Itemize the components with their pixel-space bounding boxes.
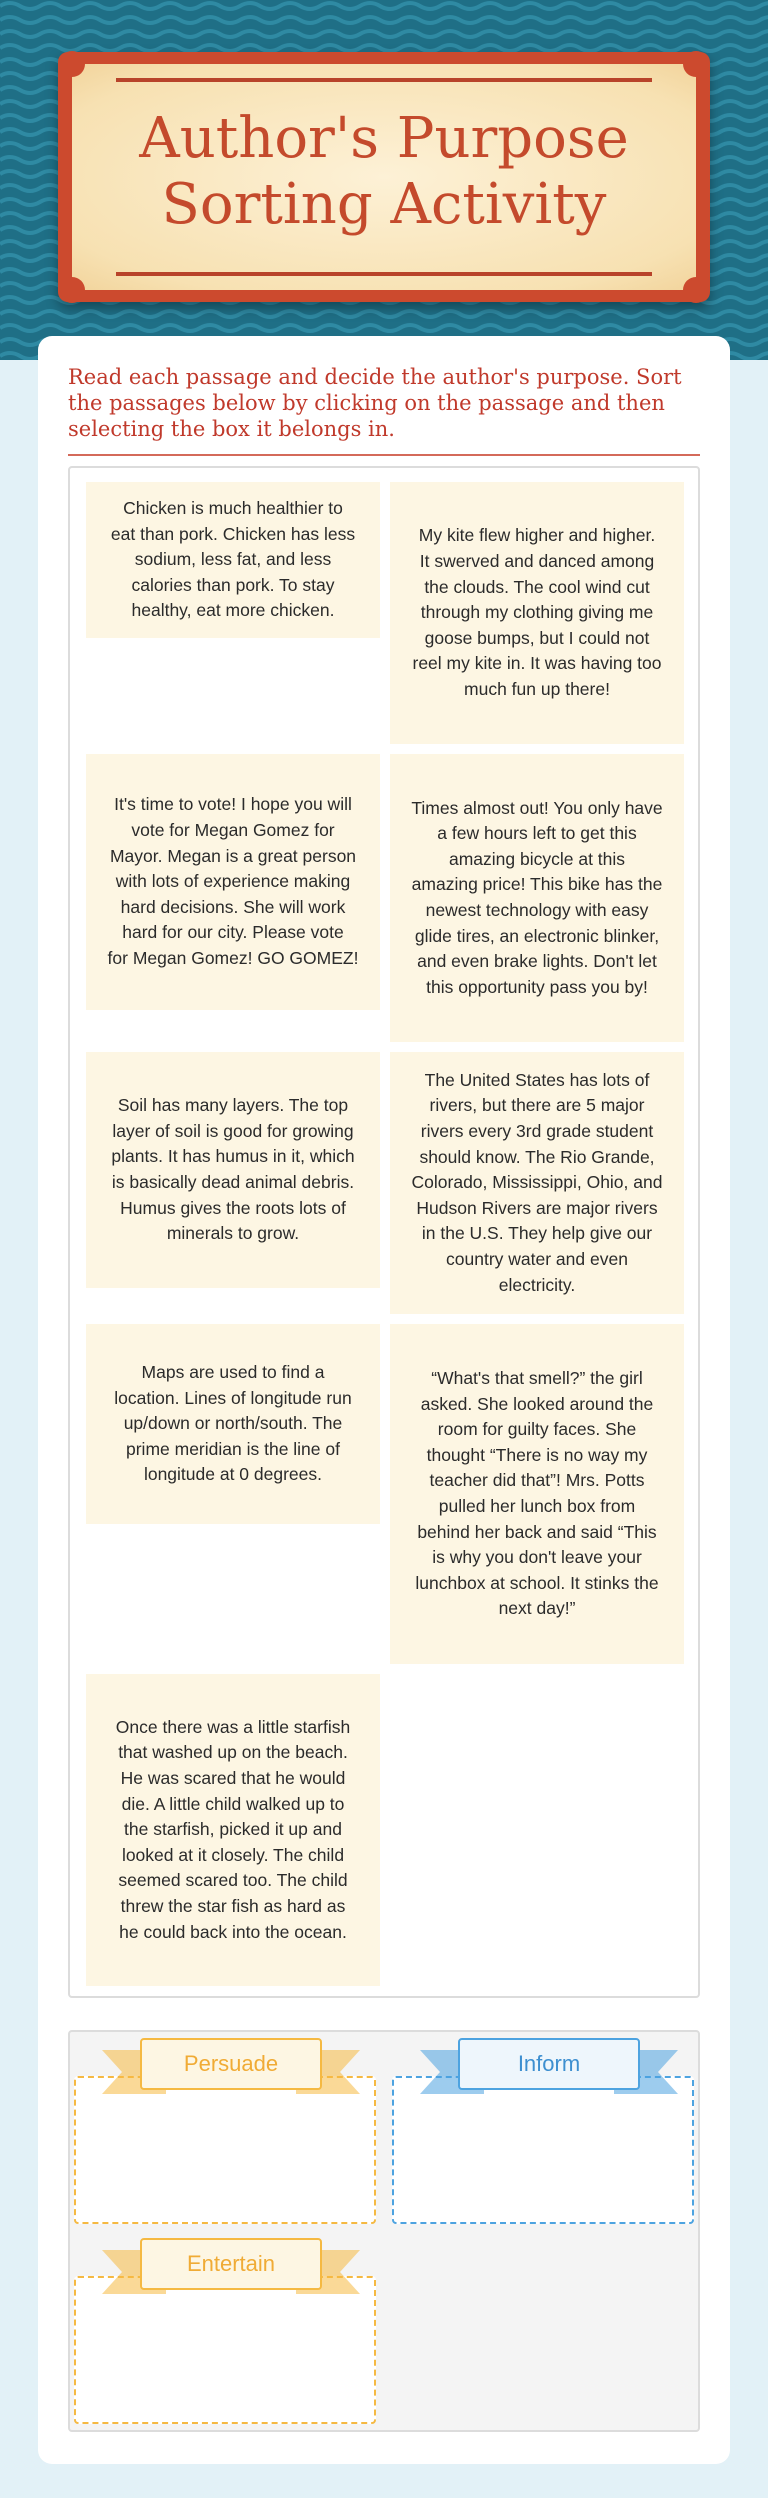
- passage-line: amazing bicycle at this: [448, 848, 626, 869]
- passage-line: rivers every 3rd grade student: [420, 1121, 654, 1142]
- passage-line: threw the star fish as hard as: [120, 1895, 346, 1916]
- passage-line: that washed up on the beach.: [118, 1742, 348, 1763]
- inform-label: Inform: [458, 2038, 640, 2090]
- entertain-ribbon: [102, 2238, 360, 2298]
- passage-line: with lots of experience making: [115, 871, 351, 892]
- passage-line: asked. She looked around the: [420, 1393, 654, 1414]
- passage-line: pulled her lunch box from: [438, 1496, 636, 1516]
- passage-card[interactable]: [390, 1324, 684, 1664]
- passage-line: minerals to grow.: [166, 1223, 300, 1244]
- frame-corner: [683, 51, 709, 77]
- passage-line: thought “There is no way my: [426, 1444, 648, 1465]
- passage-line: healthy, eat more chicken.: [131, 600, 335, 621]
- entertain-label: Entertain: [140, 2238, 322, 2290]
- passage-line: plants. It has humus in it, which: [111, 1146, 355, 1167]
- title-panel: [72, 64, 696, 290]
- passage-line: die. A little child walked up to: [121, 1793, 345, 1814]
- passage-card[interactable]: [86, 1052, 380, 1288]
- passage-line: behind her back and said “This: [417, 1521, 657, 1542]
- inform-ribbon: [420, 2038, 678, 2098]
- passage-line: room for guilty faces. She: [437, 1419, 637, 1440]
- frame-corner: [59, 277, 85, 303]
- inform-drop-box[interactable]: [392, 2076, 694, 2224]
- passage-line: location. Lines of longitude run: [114, 1387, 352, 1408]
- passage-text: [415, 1366, 658, 1622]
- passage-line: Chicken is much healthier to: [123, 498, 343, 519]
- passage-line: amazing price! This bike has the: [411, 874, 663, 895]
- passage-line: the clouds. The cool wind cut: [424, 576, 650, 597]
- passage-line: for Megan Gomez! GO GOMEZ!: [107, 947, 359, 968]
- passage-line: through my clothing giving me: [420, 602, 654, 623]
- frame-corner: [59, 51, 85, 77]
- passage-line: country water and even: [446, 1248, 628, 1269]
- passage-line: and even brake lights. Don't let: [417, 951, 657, 972]
- passage-card[interactable]: [86, 1674, 380, 1986]
- passage-line: Mayor. Megan is a great person: [109, 845, 357, 866]
- wave-line: [0, 31, 768, 37]
- passage-text: [111, 1093, 354, 1247]
- title-frame: [58, 52, 710, 302]
- passage-line: a few hours left to get this: [437, 823, 637, 844]
- title-rule-top: [116, 78, 652, 82]
- passage-line: seemed scared too. The child: [118, 1870, 348, 1891]
- passage-line: he could back into the ocean.: [119, 1921, 347, 1942]
- header-banner: [0, 0, 768, 360]
- passage-line: Soil has many layers. The top: [117, 1095, 349, 1116]
- passage-line: hard decisions. She will work: [120, 896, 346, 917]
- passage-line: sodium, less fat, and less: [134, 549, 332, 570]
- passage-card[interactable]: [86, 1324, 380, 1524]
- title-line-1: Author's Purpose: [139, 106, 629, 171]
- passage-line: prime meridian is the line of: [126, 1438, 340, 1459]
- passage-card[interactable]: [390, 1052, 684, 1314]
- passage-line: Humus gives the roots lots of: [120, 1197, 346, 1218]
- passage-line: Colorado, Mississippi, Ohio, and: [411, 1172, 663, 1193]
- passage-line: teacher did that”! Mrs. Potts: [429, 1470, 645, 1491]
- passage-line: next day!”: [498, 1598, 576, 1619]
- frame-corner: [683, 277, 709, 303]
- passage-line: “What's that smell?” the girl: [431, 1368, 643, 1389]
- passage-line: is why you don't leave your: [432, 1547, 642, 1568]
- passage-line: eat than pork. Chicken has less: [110, 523, 356, 544]
- passage-line: He was scared that he would: [120, 1768, 346, 1789]
- entertain-drop-box[interactable]: [74, 2276, 376, 2424]
- passage-line: up/down or north/south. The: [123, 1413, 343, 1434]
- wave-line: [0, 17, 768, 23]
- page-title: [72, 106, 696, 238]
- passage-text: [114, 1360, 351, 1488]
- passages-container: [68, 466, 700, 1998]
- passage-line: goose bumps, but I could not: [424, 627, 650, 648]
- passage-line: is basically dead animal debris.: [111, 1172, 355, 1192]
- passage-text: [412, 1068, 663, 1298]
- divider: [68, 454, 700, 456]
- passage-line: The United States has lots of: [424, 1069, 650, 1090]
- passage-text: [413, 523, 662, 702]
- passage-line: should know. The Rio Grande,: [419, 1146, 655, 1167]
- passage-line: glide tires, an electronic blinker,: [414, 925, 660, 946]
- passage-line: Once there was a little starfish: [115, 1716, 351, 1737]
- passage-card[interactable]: [86, 482, 380, 638]
- wave-line: [0, 325, 768, 331]
- passage-line: My kite flew higher and higher.: [418, 525, 656, 546]
- passage-line: newest technology with easy: [425, 900, 649, 920]
- passage-line: Maps are used to find a: [141, 1362, 325, 1383]
- passage-line: It's time to vote! I hope you will: [114, 794, 352, 815]
- passage-line: calories than pork. To stay: [131, 574, 335, 595]
- passage-line: longitude at 0 degrees.: [143, 1464, 323, 1485]
- passage-line: in the U.S. They help give our: [421, 1223, 653, 1244]
- passage-line: reel my kite in. It was having too: [412, 653, 662, 674]
- passage-card[interactable]: [390, 754, 684, 1042]
- passage-line: the starfish, picked it up and: [124, 1819, 342, 1840]
- wave-line: [0, 45, 768, 51]
- persuade-ribbon: [102, 2038, 360, 2098]
- passage-text: [108, 792, 359, 971]
- activity-card: [38, 336, 730, 2464]
- title-line-2: Sorting Activity: [161, 172, 607, 237]
- passage-line: It swerved and danced among: [419, 551, 655, 572]
- passage-line: this opportunity pass you by!: [426, 976, 648, 997]
- sorting-area: [68, 2030, 700, 2432]
- wave-line: [0, 3, 768, 9]
- persuade-drop-box[interactable]: [74, 2076, 376, 2224]
- instructions-text: Read each passage and decide the author's purpose. Sort the passages below by clicking on the passage and then selecting the box it belongs in.: [68, 365, 682, 441]
- passage-text: [116, 1715, 350, 1945]
- persuade-label: Persuade: [140, 2038, 322, 2090]
- passage-card[interactable]: [86, 754, 380, 1010]
- passage-text: [411, 796, 662, 1001]
- passage-line: rivers, but there are 5 major: [429, 1095, 645, 1116]
- passage-text: [111, 496, 355, 624]
- passage-card[interactable]: [390, 482, 684, 744]
- passage-line: layer of soil is good for growing: [112, 1120, 354, 1141]
- wave-line: [0, 311, 768, 317]
- passage-line: much fun up there!: [464, 678, 610, 699]
- passage-line: vote for Megan Gomez for: [131, 820, 335, 841]
- passage-line: hard for our city. Please vote: [122, 922, 344, 943]
- passage-line: electricity.: [498, 1274, 576, 1295]
- passage-line: looked at it closely. The child: [121, 1844, 345, 1865]
- passage-line: Times almost out! You only have: [411, 797, 663, 818]
- passage-line: Hudson Rivers are major rivers: [416, 1197, 658, 1218]
- passage-line: lunchbox at school. It stinks the: [415, 1572, 659, 1593]
- title-rule-bottom: [116, 272, 652, 276]
